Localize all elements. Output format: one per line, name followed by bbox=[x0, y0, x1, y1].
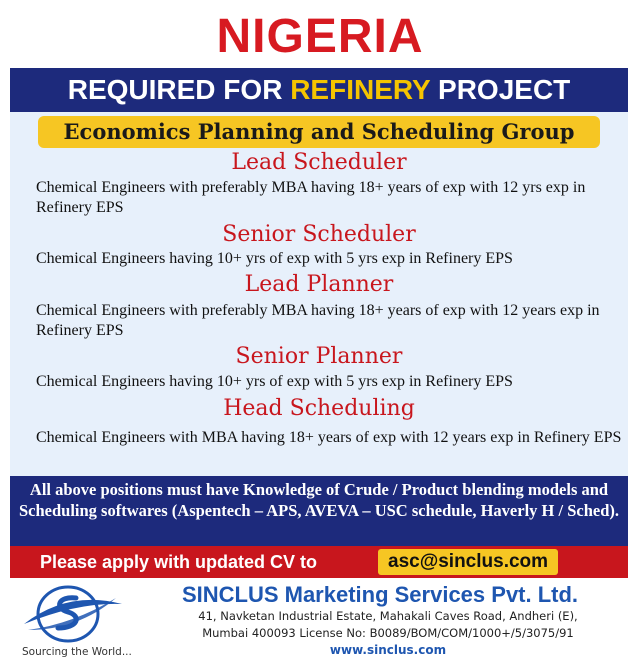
company-tagline: Sourcing the World... bbox=[22, 646, 132, 658]
position-description: Chemical Engineers with MBA having 18+ years of exp with 12 years exp in Refinery EPS bbox=[36, 429, 622, 446]
requirements-note: All above positions must have Knowledge of Crude / Product blending models and Scheduling softwares (Aspentech – APS, AVEVA – USC schedule, Haverly H / Sched). bbox=[18, 480, 620, 520]
required-suffix: PROJECT bbox=[430, 74, 571, 105]
position-title: Senior Planner bbox=[235, 344, 403, 369]
apply-banner bbox=[10, 546, 628, 578]
position-title: Head Scheduling bbox=[223, 396, 415, 421]
company-name: SINCLUS Marketing Services Pvt. Ltd. bbox=[181, 582, 579, 607]
company-address-line1: 41, Navketan Industrial Estate, Mahakali Caves Road, Andheri (E), bbox=[198, 609, 578, 623]
position-description: Chemical Engineers with preferably MBA having 18+ years of exp with 12 yrs exp in Refinery EPS bbox=[36, 179, 586, 216]
position-title: Lead Planner bbox=[244, 272, 394, 297]
position-title: Lead Scheduler bbox=[231, 150, 407, 175]
requirements-box bbox=[10, 476, 628, 546]
position-description: Chemical Engineers having 10+ yrs of exp with 5 yrs exp in Refinery EPS bbox=[36, 250, 513, 267]
positions-panel bbox=[10, 112, 628, 476]
position-description: Chemical Engineers having 10+ yrs of exp with 5 yrs exp in Refinery EPS bbox=[36, 373, 513, 390]
company-website-link[interactable]: www.sinclus.com bbox=[329, 643, 447, 657]
company-footer bbox=[10, 578, 628, 666]
position-title: Senior Scheduler bbox=[222, 222, 416, 247]
company-address-line2: Mumbai 400093 License No: B0089/BOM/COM/1000+/5/3075/91 bbox=[202, 626, 574, 640]
group-title: Economics Planning and Scheduling Group bbox=[38, 116, 600, 148]
page-title: NIGERIA bbox=[216, 10, 424, 63]
required-banner bbox=[10, 68, 628, 112]
position-description: Chemical Engineers with preferably MBA having 18+ years of exp with 12 years exp in Refinery EPS bbox=[36, 302, 600, 339]
apply-label: Please apply with updated CV to bbox=[40, 552, 318, 572]
required-highlight: REFINERY bbox=[290, 74, 431, 105]
required-prefix: REQUIRED FOR bbox=[67, 74, 291, 105]
sinclus-logo-icon bbox=[18, 584, 128, 646]
apply-email-link[interactable]: asc@sinclus.com bbox=[378, 549, 558, 575]
